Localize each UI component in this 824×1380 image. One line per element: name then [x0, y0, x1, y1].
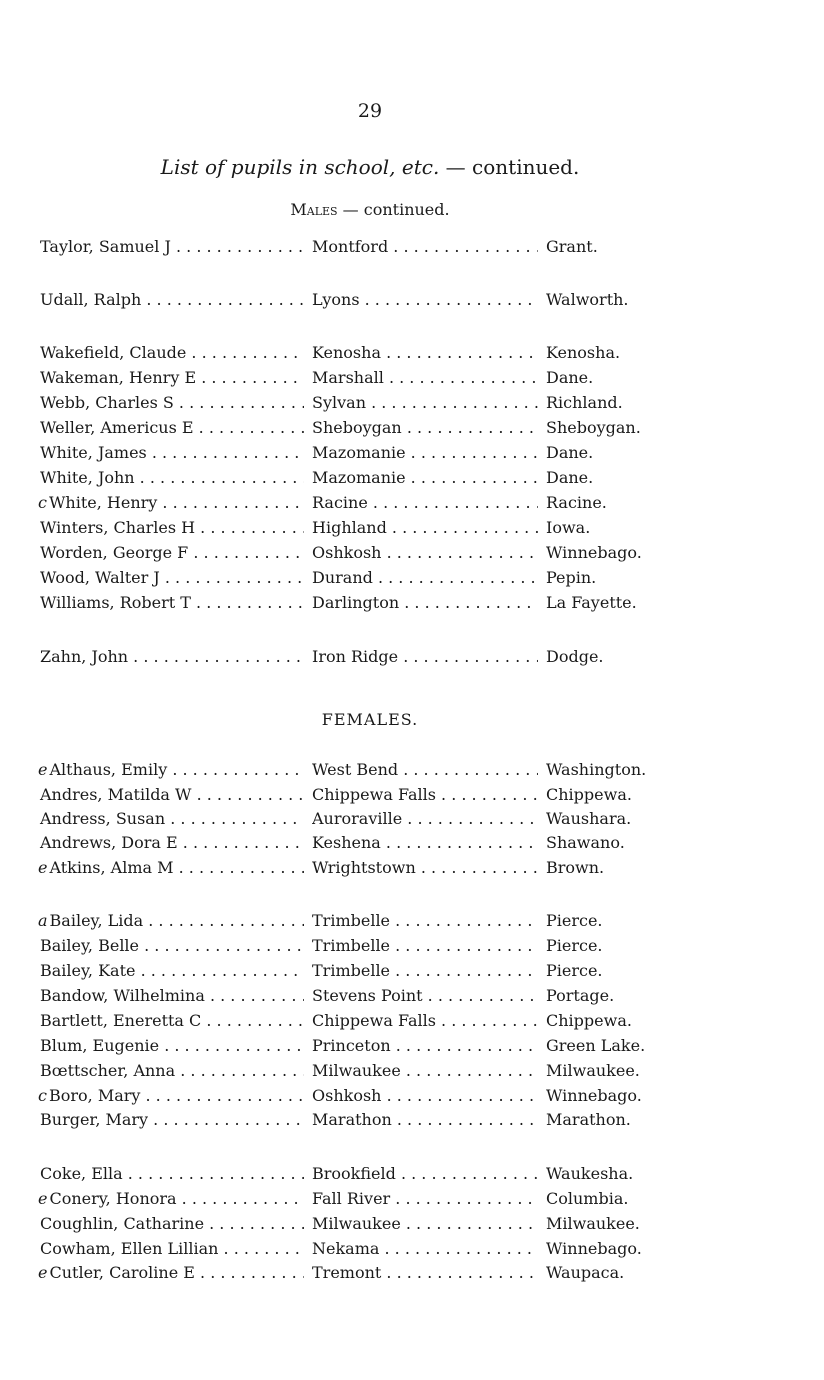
pupil-name — [38, 1212, 304, 1236]
pupil-name-text: Bœttscher, Anna — [40, 1061, 176, 1080]
pupil-name-text: Bailey, Lida — [49, 911, 144, 930]
pupil-town-text: Milwaukee — [312, 1061, 401, 1080]
pupil-town — [312, 341, 538, 365]
pupil-county: Pepin. — [546, 568, 597, 587]
pupil-town — [312, 758, 538, 782]
pupil-mark: c — [38, 1086, 47, 1105]
pupil-town — [312, 1059, 538, 1083]
pupil-county: Richland. — [546, 393, 623, 412]
female-pupil-row — [38, 1009, 678, 1033]
pupil-county: Walworth. — [546, 290, 629, 309]
pupil-county: Waupaca. — [546, 1263, 625, 1282]
males-heading-label: Males — [290, 200, 338, 219]
female-pupil-row — [38, 1059, 678, 1083]
females-heading: FEMALES. — [321, 710, 419, 729]
pupil-town — [312, 1261, 538, 1285]
pupil-name-text: Bandow, Wilhelmina — [40, 986, 205, 1005]
female-pupil-row — [38, 1162, 678, 1186]
pupil-town-text: Fall River — [312, 1189, 391, 1208]
pupil-mark: a — [38, 911, 48, 930]
pupil-town-text: Tremont — [312, 1263, 382, 1282]
pupil-name-text: Andress, Susan — [40, 809, 166, 828]
title-italic: List of pupils in school, etc. — [160, 155, 440, 179]
pupil-town — [312, 783, 538, 807]
pupil-town-text: Oshkosh — [312, 1086, 382, 1105]
title-rest: — continued. — [439, 155, 580, 179]
pupil-county: Pierce. — [546, 936, 603, 955]
pupil-name — [38, 466, 304, 490]
pupil-county: Chippewa. — [546, 1011, 632, 1030]
male-pupil-row — [38, 491, 678, 515]
pupil-name-text: Bartlett, Eneretta C — [40, 1011, 202, 1030]
pupil-town — [312, 1162, 538, 1186]
pupil-name — [38, 235, 304, 259]
pupil-town-text: Oshkosh — [312, 543, 382, 562]
pupil-town-text: West Bend — [312, 760, 399, 779]
pupil-name-text: Winters, Charles H — [40, 518, 196, 537]
pupil-name-text: Wakefield, Claude — [40, 343, 187, 362]
pupil-name-text: Burger, Mary — [40, 1110, 149, 1129]
pupil-town — [312, 831, 538, 855]
pupil-town-text: Lyons — [312, 290, 360, 309]
pupil-town-text: Highland — [312, 518, 387, 537]
pupil-county: Columbia. — [546, 1189, 629, 1208]
pupil-county: La Fayette. — [546, 593, 637, 612]
pupil-name — [38, 1261, 304, 1285]
pupil-town-text: Mazomanie — [312, 443, 406, 462]
pupil-town — [312, 1108, 538, 1132]
female-pupil-row — [38, 1084, 678, 1108]
male-pupil-row — [38, 566, 678, 590]
pupil-town — [312, 1187, 538, 1211]
pupil-town — [312, 416, 538, 440]
pupil-name-text: Atkins, Alma M — [49, 858, 174, 877]
pupil-county: Shawano. — [546, 833, 625, 852]
pupil-name-text: Udall, Ralph — [40, 290, 142, 309]
pupil-county: Iowa. — [546, 518, 591, 537]
pupil-county: Winnebago. — [546, 1239, 642, 1258]
male-pupil-row — [38, 645, 678, 669]
pupil-name — [38, 645, 304, 669]
pupil-mark: e — [38, 1189, 48, 1208]
pupil-town — [312, 1212, 538, 1236]
pupil-name-text: Wood, Walter J — [40, 568, 160, 587]
pupil-county: Racine. — [546, 493, 607, 512]
pupil-county: Grant. — [546, 237, 598, 256]
male-pupil-row — [38, 391, 678, 415]
pupil-name — [38, 516, 304, 540]
pupil-name — [38, 441, 304, 465]
pupil-county: Green Lake. — [546, 1036, 646, 1055]
pupil-name-text: Althaus, Emily — [49, 760, 168, 779]
pupil-town — [312, 591, 538, 615]
pupil-mark: e — [38, 1263, 48, 1282]
pupil-town-text: Sylvan — [312, 393, 366, 412]
pupil-town-text: Auroraville — [312, 809, 403, 828]
pupil-name-text: Andrews, Dora E — [40, 833, 178, 852]
pupil-town-text: Brookfield — [312, 1164, 396, 1183]
pupil-mark: c — [38, 493, 47, 512]
pupil-name — [38, 288, 304, 312]
male-pupil-row — [38, 466, 678, 490]
pupil-town-text: Marshall — [312, 368, 384, 387]
female-pupil-row — [38, 1212, 678, 1236]
pupil-town-text: Trimbelle — [312, 911, 391, 930]
pupil-name — [38, 341, 304, 365]
males-heading-rest: — continued. — [337, 200, 450, 219]
pupil-name — [38, 1162, 304, 1186]
pupil-county: Marathon. — [546, 1110, 631, 1129]
pupil-name-text: Bailey, Belle — [40, 936, 140, 955]
pupil-name — [38, 1187, 304, 1211]
pupil-name-text: Cutler, Caroline E — [49, 1263, 195, 1282]
male-pupil-row — [38, 591, 678, 615]
pupil-county: Chippewa. — [546, 785, 632, 804]
pupil-name-text: Wakeman, Henry E — [40, 368, 197, 387]
pupil-county: Dane. — [546, 468, 594, 487]
pupil-name — [38, 831, 304, 855]
pupil-county: Milwaukee. — [546, 1061, 640, 1080]
pupil-county: Dane. — [546, 368, 594, 387]
female-pupil-row — [38, 783, 678, 807]
pupil-county: Dodge. — [546, 647, 604, 666]
pupil-town — [312, 1009, 538, 1033]
male-pupil-row — [38, 516, 678, 540]
pupil-name — [38, 856, 304, 880]
pupil-name-text: Coke, Ella — [40, 1164, 123, 1183]
pupil-name-text: Taylor, Samuel J — [40, 237, 171, 256]
pupil-county: Waushara. — [546, 809, 632, 828]
male-pupil-row — [38, 366, 678, 390]
pupil-town-text: Kenosha — [312, 343, 381, 362]
pupil-name-text: Andres, Matilda W — [40, 785, 192, 804]
pupil-name — [38, 783, 304, 807]
pupil-town — [312, 441, 538, 465]
female-pupil-row — [38, 1187, 678, 1211]
pupil-county: Milwaukee. — [546, 1214, 640, 1233]
pupil-name-text: Bailey, Kate — [40, 961, 136, 980]
pupil-town — [312, 466, 538, 490]
pupil-town-text: Stevens Point — [312, 986, 423, 1005]
pupil-name-text: Blum, Eugenie — [40, 1036, 160, 1055]
pupil-name — [38, 591, 304, 615]
pupil-name — [38, 541, 304, 565]
pupil-name-text: White, Henry — [48, 493, 158, 512]
male-pupil-row — [38, 235, 678, 259]
pupil-town-text: Darlington — [312, 593, 400, 612]
pupil-town-text: Montford — [312, 237, 389, 256]
pupil-name — [38, 1009, 304, 1033]
male-pupil-row — [38, 541, 678, 565]
pupil-town-text: Mazomanie — [312, 468, 406, 487]
pupil-county: Winnebago. — [546, 543, 642, 562]
pupil-county: Kenosha. — [546, 343, 621, 362]
page-number: 29 — [357, 100, 383, 122]
pupil-town-text: Marathon — [312, 1110, 392, 1129]
pupil-name-text: White, James — [40, 443, 147, 462]
pupil-name — [38, 807, 304, 831]
pupil-county: Dane. — [546, 443, 594, 462]
male-pupil-row — [38, 441, 678, 465]
pupil-name-text: Webb, Charles S — [40, 393, 174, 412]
pupil-name-text: White, John — [40, 468, 135, 487]
pupil-name-text: Coughlin, Catharine — [40, 1214, 205, 1233]
pupil-name — [38, 566, 304, 590]
pupil-town-text: Chippewa Falls — [312, 785, 436, 804]
pupil-town-text: Iron Ridge — [312, 647, 399, 666]
pupil-town-text: Chippewa Falls — [312, 1011, 436, 1030]
pupil-name — [38, 758, 304, 782]
pupil-town — [312, 516, 538, 540]
female-pupil-row — [38, 1108, 678, 1132]
pupil-town-text: Wrightstown — [312, 858, 416, 877]
pupil-town — [312, 288, 538, 312]
pupil-town — [312, 391, 538, 415]
pupil-name-text: Boro, Mary — [48, 1086, 141, 1105]
female-pupil-row — [38, 984, 678, 1008]
pupil-name-text: Williams, Robert T — [40, 593, 191, 612]
pupil-town — [312, 807, 538, 831]
pupil-town — [312, 366, 538, 390]
male-pupil-row — [38, 288, 678, 312]
male-pupil-row — [38, 341, 678, 365]
pupil-name-text: Cowham, Ellen Lillian — [40, 1239, 219, 1258]
female-pupil-row — [38, 1261, 678, 1285]
pupil-town-text: Nekama — [312, 1239, 380, 1258]
pupil-name — [38, 491, 304, 515]
pupil-county: Pierce. — [546, 911, 603, 930]
pupil-town-text: Trimbelle — [312, 936, 391, 955]
pupil-county: Waukesha. — [546, 1164, 634, 1183]
page-title — [0, 155, 740, 179]
pupil-town-text: Racine — [312, 493, 368, 512]
pupil-name — [38, 959, 304, 983]
pupil-name — [38, 1034, 304, 1058]
pupil-town-text: Durand — [312, 568, 373, 587]
pupil-county: Winnebago. — [546, 1086, 642, 1105]
pupil-town — [312, 541, 538, 565]
pupil-name — [38, 391, 304, 415]
pupil-town — [312, 959, 538, 983]
pupil-town-text: Keshena — [312, 833, 381, 852]
pupil-town — [312, 491, 538, 515]
pupil-town-text: Milwaukee — [312, 1214, 401, 1233]
males-heading — [0, 200, 740, 219]
pupil-name — [38, 934, 304, 958]
pupil-name — [38, 1084, 304, 1108]
female-pupil-row — [38, 831, 678, 855]
pupil-county: Brown. — [546, 858, 605, 877]
pupil-town-text: Trimbelle — [312, 961, 391, 980]
pupil-town — [312, 235, 538, 259]
female-pupil-row — [38, 1237, 678, 1261]
pupil-name — [38, 366, 304, 390]
pupil-town — [312, 1237, 538, 1261]
pupil-name-text: Worden, George F — [40, 543, 189, 562]
pupil-county: Sheboygan. — [546, 418, 641, 437]
female-pupil-row — [38, 909, 678, 933]
pupil-town — [312, 909, 538, 933]
female-pupil-row — [38, 856, 678, 880]
female-pupil-row — [38, 959, 678, 983]
pupil-town — [312, 984, 538, 1008]
pupil-mark: e — [38, 858, 48, 877]
pupil-name-text: Conery, Honora — [49, 1189, 177, 1208]
pupil-name — [38, 909, 304, 933]
pupil-name — [38, 984, 304, 1008]
pupil-town — [312, 1084, 538, 1108]
pupil-name — [38, 416, 304, 440]
female-pupil-row — [38, 934, 678, 958]
pupil-town — [312, 856, 538, 880]
female-pupil-row — [38, 758, 678, 782]
pupil-town — [312, 1034, 538, 1058]
pupil-town-text: Princeton — [312, 1036, 391, 1055]
pupil-name — [38, 1237, 304, 1261]
male-pupil-row — [38, 416, 678, 440]
pupil-town-text: Sheboygan — [312, 418, 402, 437]
pupil-county: Pierce. — [546, 961, 603, 980]
female-pupil-row — [38, 807, 678, 831]
pupil-name-text: Weller, Americus E — [40, 418, 194, 437]
pupil-name — [38, 1059, 304, 1083]
pupil-town — [312, 566, 538, 590]
pupil-county: Portage. — [546, 986, 615, 1005]
pupil-town — [312, 645, 538, 669]
female-pupil-row — [38, 1034, 678, 1058]
pupil-name-text: Zahn, John — [40, 647, 129, 666]
pupil-mark: e — [38, 760, 48, 779]
pupil-county: Washington. — [546, 760, 647, 779]
pupil-town — [312, 934, 538, 958]
pupil-name — [38, 1108, 304, 1132]
